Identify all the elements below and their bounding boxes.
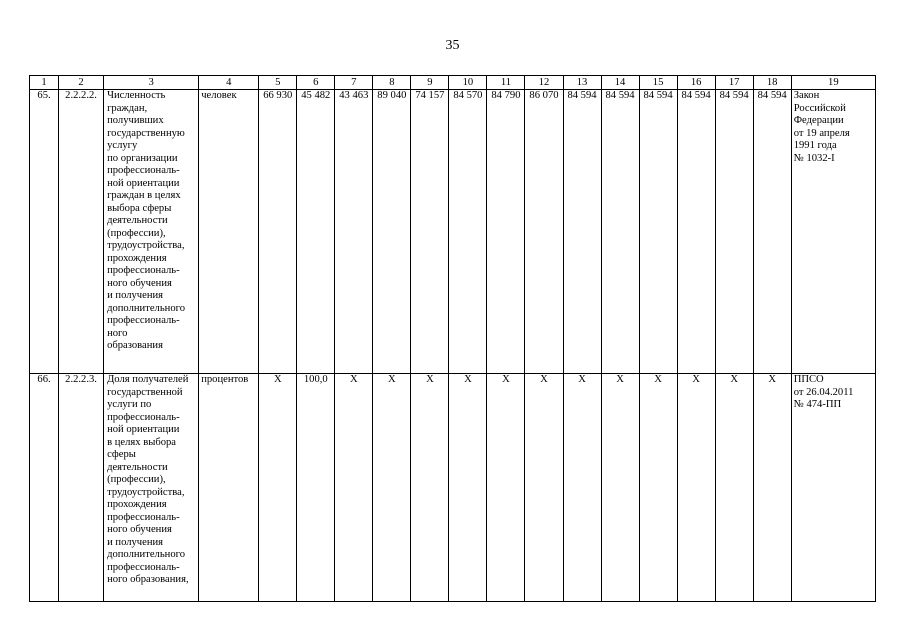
column-header: 14 [601,76,639,90]
value-cell: X [677,374,715,602]
value-cell: X [563,374,601,602]
value-cell: 45 482 [297,90,335,374]
value-cell: 66 930 [259,90,297,374]
value-cell: X [487,374,525,602]
page-number: 35 [445,38,460,53]
unit-of-measure: человек [199,90,259,374]
indicator-code: 2.2.2.2. [59,90,104,374]
column-header: 13 [563,76,601,90]
value-cell: X [411,374,449,602]
value-cell: 100,0 [297,374,335,602]
column-header: 7 [335,76,373,90]
value-cell: X [525,374,563,602]
column-header: 11 [487,76,525,90]
column-header: 8 [373,76,411,90]
column-header: 3 [104,76,199,90]
value-cell: 74 157 [411,90,449,374]
column-header: 18 [753,76,791,90]
indicators-table [29,75,876,602]
value-cell: X [715,374,753,602]
table-row [30,90,876,374]
value-cell: X [601,374,639,602]
column-header: 16 [677,76,715,90]
value-cell: 84 594 [715,90,753,374]
value-cell: X [335,374,373,602]
value-cell: 43 463 [335,90,373,374]
row-number: 66. [30,374,59,602]
column-header: 19 [791,76,875,90]
value-cell: 84 594 [677,90,715,374]
column-header: 15 [639,76,677,90]
legal-basis: ППСО от 26.04.2011 № 474-ПП [791,374,875,602]
column-header: 10 [449,76,487,90]
value-cell: 84 594 [563,90,601,374]
value-cell: 84 594 [753,90,791,374]
value-cell: X [259,374,297,602]
indicator-description: Доля получателей государственной услуги по профессиональ- ной ориентации в целях выбора сферы деятельности (профессии), трудоустройства, прохождения профессиональ- ного обучения и получения дополнительного профессиональ- ного образования, [104,374,199,602]
indicator-code: 2.2.2.3. [59,374,104,602]
value-cell: X [449,374,487,602]
value-cell: 84 570 [449,90,487,374]
legal-basis: Закон Российской Федерации от 19 апреля 1991 года № 1032-I [791,90,875,374]
value-cell: 84 594 [601,90,639,374]
value-cell: 84 790 [487,90,525,374]
value-cell: X [639,374,677,602]
column-header: 5 [259,76,297,90]
column-number-row [30,76,876,90]
column-header: 12 [525,76,563,90]
column-header: 2 [59,76,104,90]
value-cell: 89 040 [373,90,411,374]
column-header: 9 [411,76,449,90]
indicator-description: Численность граждан, получивших государственную услугу по организации профессиональ- ной ориентации граждан в целях выбора сферы деятельности (профессии), трудоустройства, прохождения профессиональ- ного обучения и получения дополнительного профессиональ- ного образования [104,90,199,374]
table-row [30,374,876,602]
value-cell: 86 070 [525,90,563,374]
column-header: 6 [297,76,335,90]
value-cell: X [753,374,791,602]
row-number: 65. [30,90,59,374]
value-cell: 84 594 [639,90,677,374]
column-header: 17 [715,76,753,90]
unit-of-measure: процентов [199,374,259,602]
column-header: 1 [30,76,59,90]
value-cell: X [373,374,411,602]
column-header: 4 [199,76,259,90]
